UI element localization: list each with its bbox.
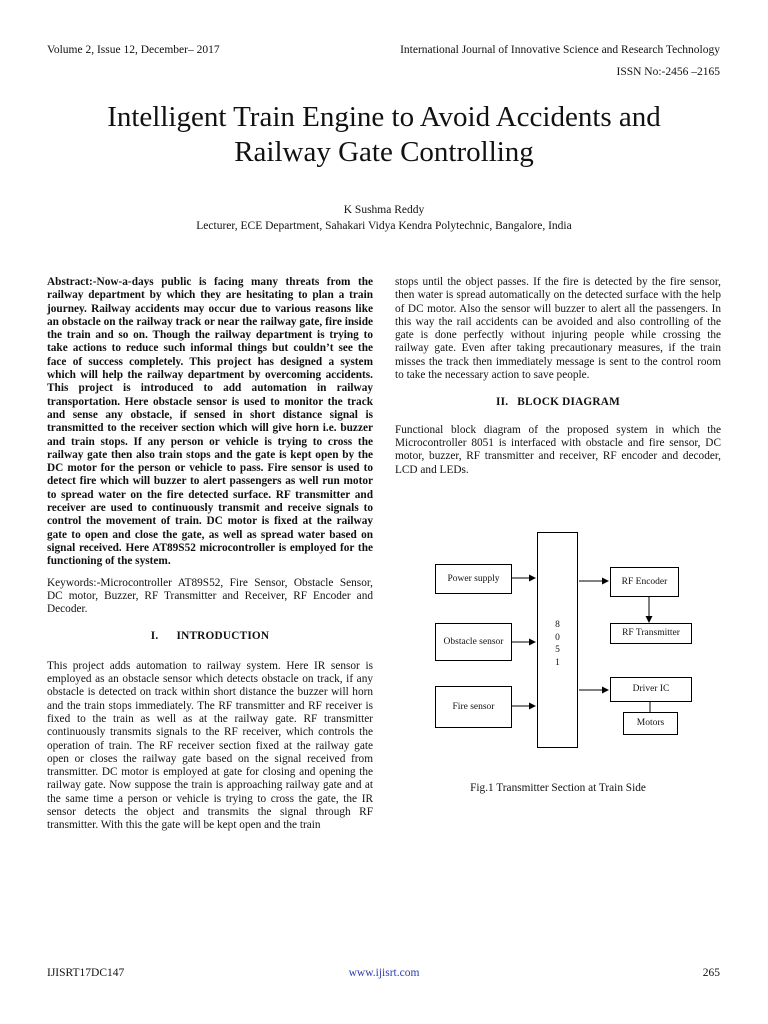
journal-issn: ISSN No:-2456 –2165 — [616, 66, 720, 78]
motors-block: Motors — [623, 712, 678, 735]
page-number: 265 — [702, 967, 720, 979]
figure-caption: Fig.1 Transmitter Section at Train Side — [470, 782, 646, 794]
footer-paper-id: IJISRT17DC147 — [47, 967, 125, 979]
rf-transmitter-block: RF Transmitter — [610, 623, 692, 644]
introduction-continued-text: stops until the object passes. If the fire is detected by the fire sensor, then water is spread automatically on the detected surface with the help of DC motor. Also the sensor will buzzer to alert all the passengers. In this way the rail accidents can be avoided and also controlling of the gate is done perfectly without injuring people while crossing the railway gate. Even after taking precautionary measures, if the train misses the track then immediately message is sent to the control room to take the necessary action to save people. — [395, 276, 721, 382]
author-affiliation: Lecturer, ECE Department, Sahakari Vidya Kendra Polytechnic, Bangalore, India — [196, 220, 572, 232]
journal-volume: Volume 2, Issue 12, December– 2017 — [47, 44, 220, 56]
microcontroller-8051-block — [537, 532, 578, 748]
microcontroller-label: 8 0 5 1 — [555, 620, 560, 668]
keywords: Keywords:-Microcontroller AT89S52, Fire Sensor, Obstacle Sensor, DC motor, Buzzer, RF Transmitter and Receiver, RF Encoder and Decoder. — [47, 576, 373, 616]
block-diagram — [430, 530, 692, 750]
obstacle-sensor-block: Obstacle sensor — [435, 623, 512, 661]
driver-ic-block: Driver IC — [610, 677, 692, 702]
block-diagram-text: Functional block diagram of the proposed system in which the Microcontroller 8051 is interfaced with obstacle and fire sensor, DC motor, buzzer, RF transmitter and receiver, RF encoder and decoder, LCD and LEDs. — [395, 423, 721, 476]
left-column — [47, 276, 373, 841]
section-heading-introduction: I. INTRODUCTION — [150, 630, 270, 643]
right-column — [395, 276, 721, 485]
abstract: Abstract:-Now-a-days public is facing many threats from the railway department by which they are hesitating to plan a train journey. Railway accidents may occur due to various reasons like an obstacle on the railway track or near the railway gate, fire inside the train and so on. Though the railway department is trying to take actions to reduce such informal things but couldn’t see the face of success completely. This project has designed a system which will help the railway department by overcoming accidents. This project is introduced to add automation in railway transportation. Here obstacle sensor is used to monitor the track and sense any obstacle, if sensed in short distance signal is transmitted to the receiver section which will give horn i.e. buzzer and train stops. If any person or vehicle is trying to cross the railway gate then also train stops and the gate is kept open by the DC motor for the person or vehicle to pass. Fire sensor is used to detect fire which will buzzer to alert passengers as well run motor to spread water on the fire detected surface. RF transmitter and receiver are used to continuously transmit and receive signals to control the movement of train. DC motor is fixed at the railway gate to open and close the gate, as well as spread water based on signal received. Here AT89S52 microcontroller is employed for the functioning of the system. — [47, 276, 373, 568]
fire-sensor-block: Fire sensor — [435, 686, 512, 728]
introduction-text: This project adds automation to railway system. Here IR sensor is employed as an obstacle sensor which detects obstacle on track, if any obstacle is detected on track within short distance the buzzer will horn and the train stops immediately. The RF transmitter and RF receiver is fixed to the train as well as at the railway gate. RF transmitter continuously transmits signals to the RF receiver, which controls the operation of train. The RF receiver section fixed at the railway gate open or closes the railway gate based on the signal received from transmitter. DC motor is employed at gate for closing and opening the railway gate. Now suppose the train is approaching railway gate and at the same time a person or vehicle is trying to cross the gate, the IR sensor detects the object and transmits the signal through RF transmitter. With this the gate will be kept open and the train — [47, 659, 373, 832]
journal-name: International Journal of Innovative Science and Research Technology — [400, 44, 720, 56]
footer-website-link[interactable]: www.ijisrt.com — [348, 967, 420, 979]
author-name: K Sushma Reddy — [343, 204, 425, 216]
rf-encoder-block: RF Encoder — [610, 567, 679, 597]
section-heading-block-diagram: II. BLOCK DIAGRAM — [496, 396, 620, 409]
power-supply-block: Power supply — [435, 564, 512, 594]
paper-title: Intelligent Train Engine to Avoid Accidents and Railway Gate Controlling — [107, 101, 661, 168]
